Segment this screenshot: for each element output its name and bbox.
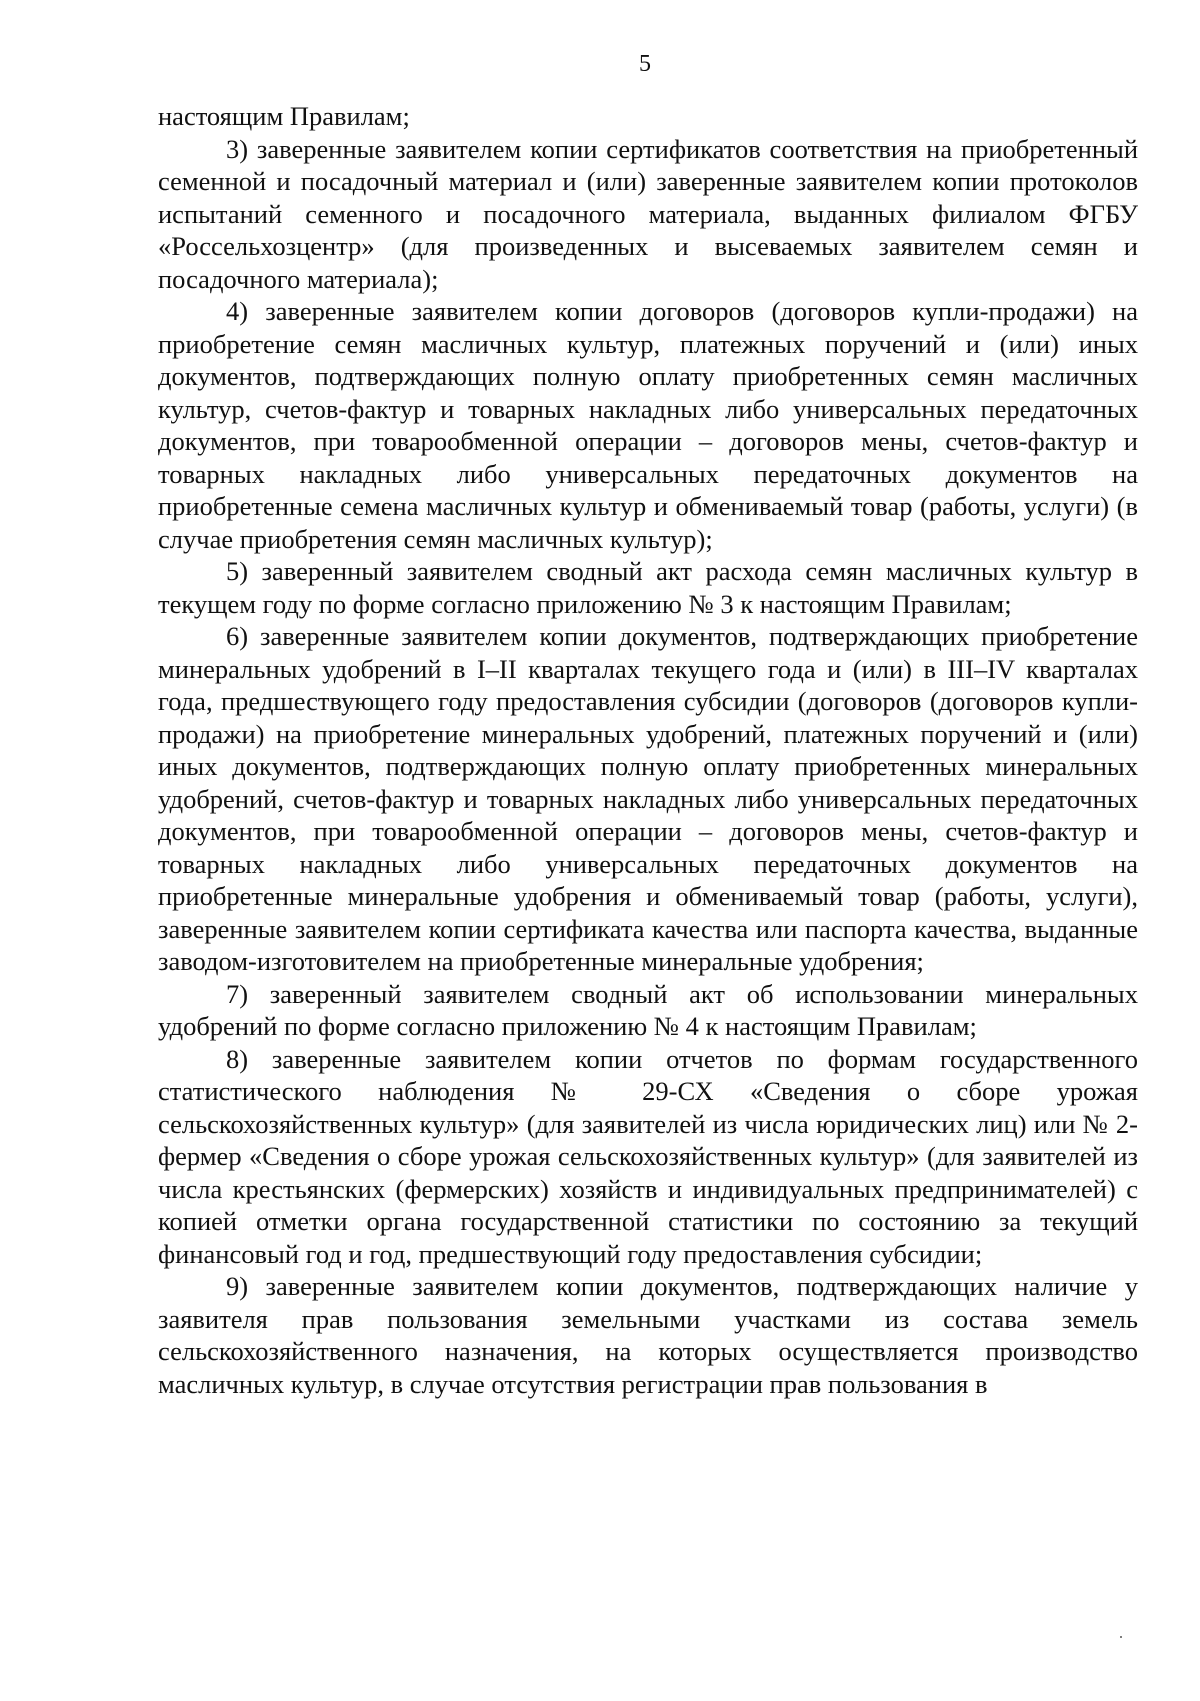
paragraph-item-5: 5) заверенный заявителем сводный акт расхода семян масличных культур в текущем году по форме согласно приложению № 3 к настоящим Правилам;	[158, 556, 1138, 619]
paragraph-item-4: 4) заверенные заявителем копии договоров (договоров купли-продажи) на приобретение семян масличных культур, платежных поручений и (или) иных документов, подтверждающих полную оплату приобретенных семян масличных культур, счетов-фактур и товарных накладных либо универсальных передаточных документов, при товарообменной операции – договоров мены, счетов-фактур и товарных накладных либо универсальных передаточных документов на приобретенные семена масличных культур и обмениваемый товар (работы, услуги) (в случае приобретения семян масличных культур);	[158, 296, 1138, 554]
paragraph-item-3: 3) заверенные заявителем копии сертификатов соответствия на приобретенный семенной и посадочный материал и (или) заверенные заявителем копии протоколов испытаний семенного и посадочного материала, выданных филиалом ФГБУ «Россельхозцентр» (для произведенных и высеваемых заявителем семян и посадочного материала);	[158, 133, 1138, 294]
paragraph-continuation: настоящим Правилам;	[158, 101, 410, 131]
document-body	[158, 100, 1138, 1400]
scan-speck	[1120, 1636, 1122, 1638]
paragraph-item-9: 9) заверенные заявителем копии документов, подтверждающих наличие у заявителя прав пользования земельными участками из состава земель сельскохозяйственного назначения, на которых осуществляется производство масличных культур, в случае отсутствия регистрации прав пользования в	[158, 1271, 1138, 1399]
paragraph-item-8: 8) заверенные заявителем копии отчетов по формам государственного статистического наблюдения № 29-СХ «Сведения о сборе урожая сельскохозяйственных культур» (для заявителей из числа юридических лиц) или № 2-фермер «Сведения о сборе урожая сельскохозяйственных культур» (для заявителей из числа крестьянских (фермерских) хозяйств и индивидуальных предпринимателей) с копией отметки органа государственной статистики по состоянию за текущий финансовый год и год, предшествующий году предоставления субсидии;	[158, 1043, 1138, 1269]
page-number: 5	[639, 51, 651, 77]
paragraph-item-7: 7) заверенный заявителем сводный акт об использовании минеральных удобрений по форме согласно приложению № 4 к настоящим Правилам;	[158, 978, 1138, 1041]
paragraph-item-6: 6) заверенные заявителем копии документов, подтверждающих приобретение минеральных удобрений в I–II кварталах текущего года и (или) в III–IV кварталах года, предшествующего году предоставления субсидии (договоров (договоров купли-продажи) на приобретение минеральных удобрений, платежных поручений и (или) иных документов, подтверждающих полную оплату приобретенных минеральных удобрений, счетов-фактур и товарных накладных либо универсальных передаточных документов, при товарообменной операции – договоров мены, счетов-фактур и товарных накладных либо универсальных передаточных документов на приобретенные минеральные удобрения и обмениваемый товар (работы, услуги), заверенные заявителем копии сертификата качества или паспорта качества, выданные заводом-изготовителем на приобретенные минеральные удобрения;	[158, 621, 1138, 976]
